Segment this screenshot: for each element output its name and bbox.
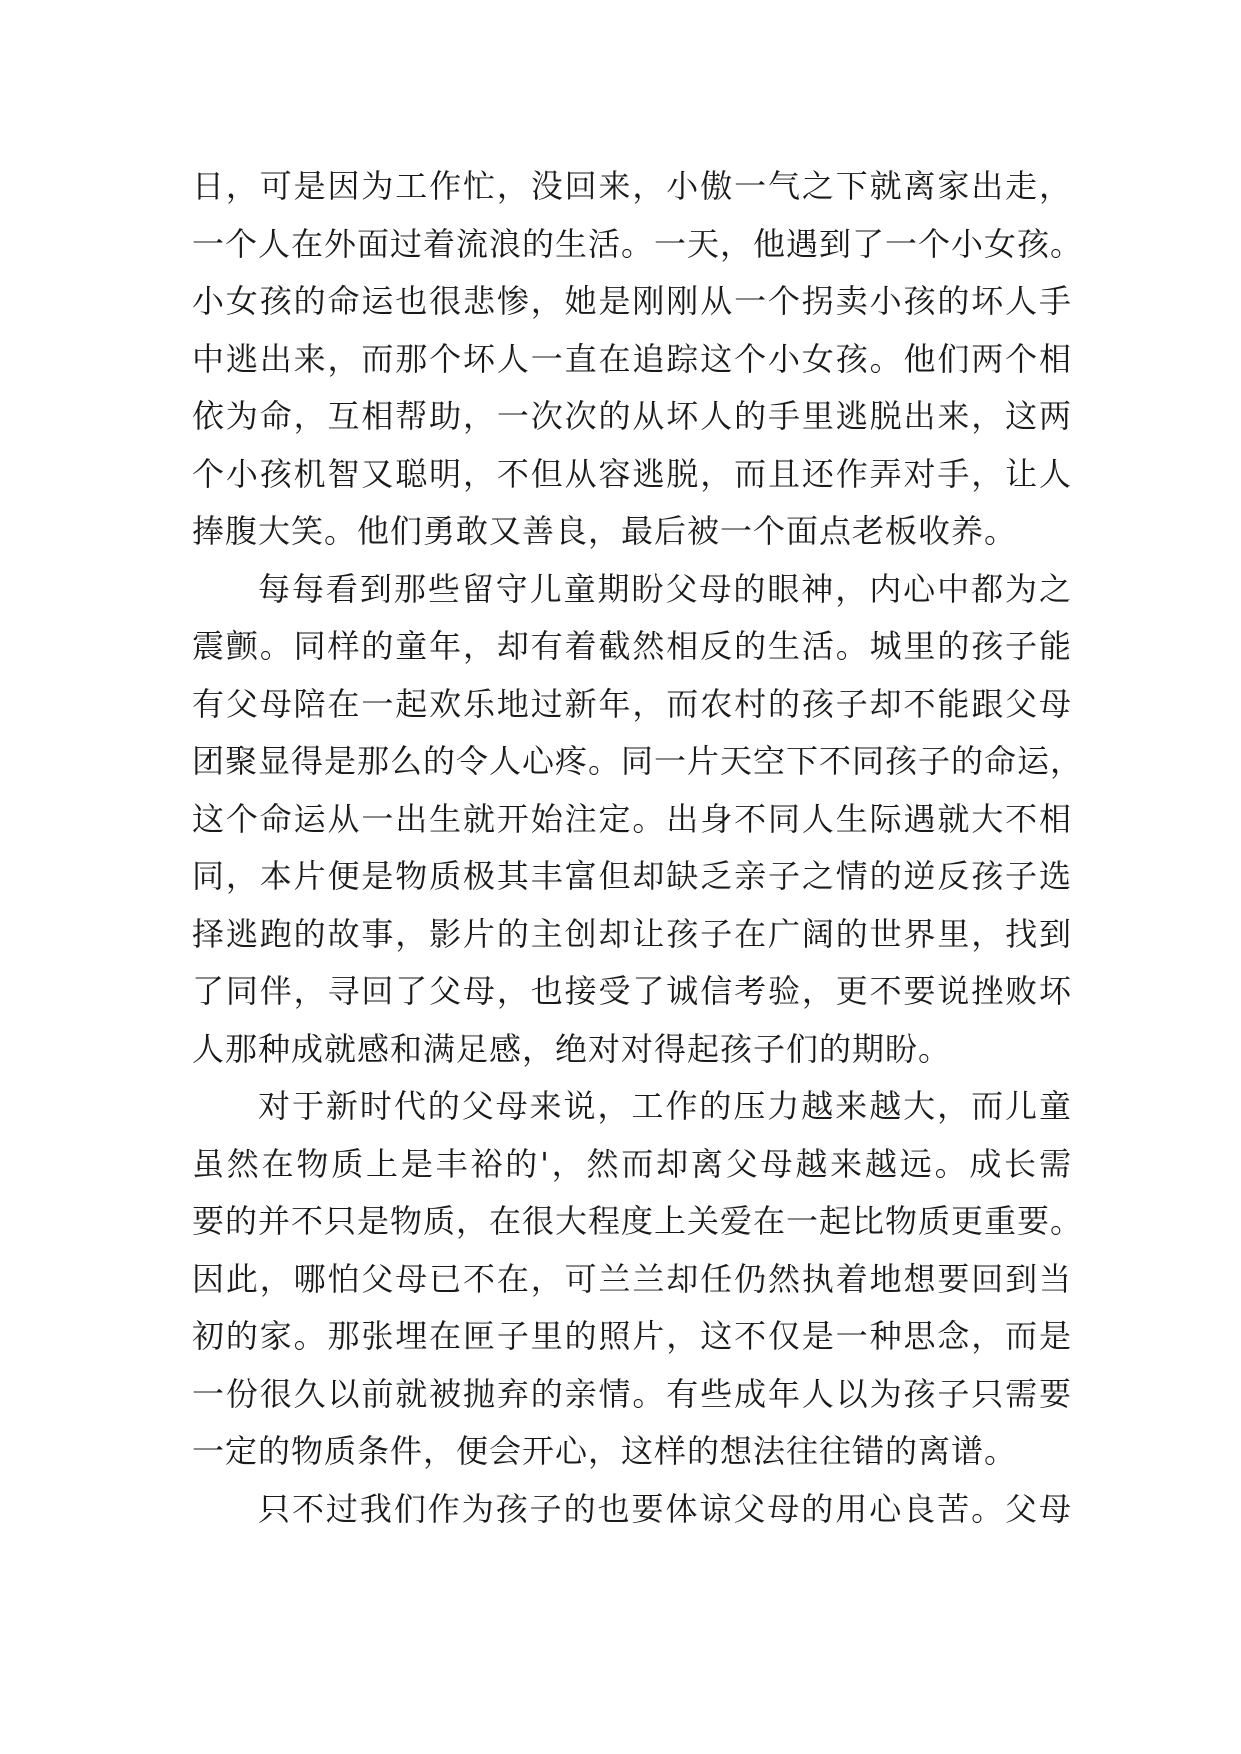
text-line: 日，可是因为工作忙，没回来，小傲一气之下就离家出走，: [192, 167, 1072, 205]
text-line: 同，本片便是物质极其丰富但却缺乏亲子之情的逆反孩子选: [192, 857, 1072, 895]
text-line: 对于新时代的父母来说，工作的压力越来越大，而儿童: [258, 1087, 1072, 1125]
paragraph-1: [192, 158, 1084, 561]
text-line: 虽然在物质上是丰裕的'，然而却离父母越来越远。成长需: [192, 1144, 1072, 1183]
text-line: 团聚显得是那么的令人心疼。同一片天空下不同孩子的命运，: [192, 742, 1084, 780]
paragraph-2: [192, 561, 1084, 1079]
text-line: 因此，哪怕父母已不在，可兰兰却任仍然执着地想要回到当: [192, 1259, 1072, 1298]
text-line: 捧腹大笑。他们勇敢又善良，最后被一个面点老板收养。: [192, 512, 1018, 550]
text-line: 人那种成就感和满足感，绝对对得起孩子们的期盼。: [192, 1029, 952, 1068]
text-line: 中逃出来，而那个坏人一直在追踪这个小女孩。他们两个相: [192, 339, 1072, 378]
paragraph-3: [192, 1078, 1084, 1481]
text-line: 个小孩机智又聪明，不但从容逃脱，而且还作弄对手，让人: [192, 454, 1072, 493]
text-line: 这个命运从一出生就开始注定。出身不同人生际遇就大不相: [192, 799, 1072, 838]
document-body: [192, 158, 1084, 1538]
text-line: 小女孩的命运也很悲惨，她是刚刚从一个拐卖小孩的坏人手: [192, 282, 1072, 320]
text-line: 有父母陪在一起欢乐地过新年，而农村的孩子却不能跟父母: [192, 684, 1072, 723]
text-line: 择逃跑的故事，影片的主创却让孩子在广阔的世界里，找到: [192, 914, 1072, 953]
text-line: 震颤。同样的童年，却有着截然相反的生活。城里的孩子能: [192, 627, 1072, 665]
text-line: 只不过我们作为孩子的也要体谅父母的用心良苦。父母: [258, 1489, 1072, 1528]
text-line: 依为命，互相帮助，一次次的从坏人的手里逃脱出来，这两: [192, 397, 1072, 435]
text-line: 一个人在外面过着流浪的生活。一天，他遇到了一个小女孩。: [192, 224, 1084, 263]
text-line: 了同伴，寻回了父母，也接受了诚信考验，更不要说挫败坏: [192, 972, 1072, 1010]
text-line: 一定的物质条件，便会开心，这样的想法往往错的离谱。: [192, 1432, 1018, 1470]
paragraph-4: [192, 1481, 1072, 1539]
text-line: 每每看到那些留守儿童期盼父母的眼神，内心中都为之: [258, 569, 1072, 608]
text-line: 要的并不只是物质，在很大程度上关爱在一起比物质更重要。: [192, 1202, 1084, 1240]
text-line: 初的家。那张埋在匣子里的照片，这不仅是一种思念，而是: [192, 1317, 1072, 1355]
text-line: 一份很久以前就被抛弃的亲情。有些成年人以为孩子只需要: [192, 1374, 1072, 1413]
